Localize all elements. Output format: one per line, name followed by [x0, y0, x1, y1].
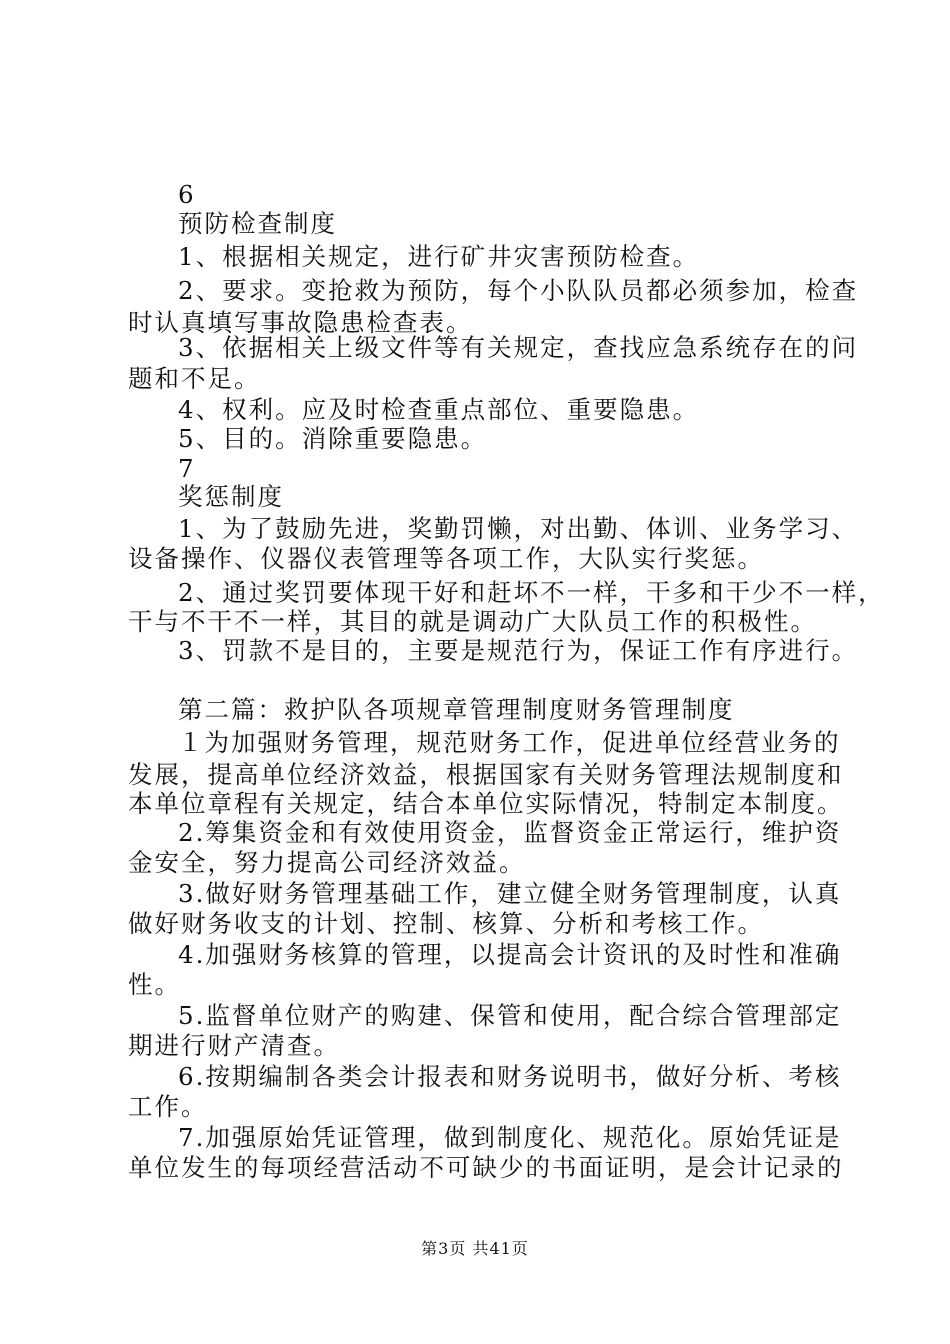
paragraph-line: 单位发生的每项经营活动不可缺少的书面证明，是会计记录的 [128, 1153, 844, 1182]
paragraph-line: 5、目的。消除重要隐患。 [178, 424, 488, 453]
part-title: 第二篇：救护队各项规章管理制度财务管理制度 [178, 695, 735, 724]
paragraph-line: 性。 [128, 970, 181, 999]
section-number: 6 [178, 180, 196, 209]
paragraph-line: 3、罚款不是目的，主要是规范行为，保证工作有序进行。 [178, 636, 859, 665]
paragraph-line: 4、权利。应及时检查重点部位、重要隐患。 [178, 395, 700, 424]
section-title: 奖惩制度 [178, 482, 284, 511]
paragraph-line: 设备操作、仪器仪表管理等各项工作，大队实行奖惩。 [128, 544, 764, 573]
paragraph-line: 干与不干不一样，其目的就是调动广大队员工作的积极性。 [128, 607, 817, 636]
section-number: 7 [178, 454, 196, 483]
paragraph-line: 2.筹集资金和有效使用资金，监督资金正常运行，维护资 [178, 818, 842, 847]
paragraph-line: 1、为了鼓励先进，奖勤罚懒，对出勤、体训、业务学习、 [178, 514, 859, 543]
paragraph-line: 题和不足。 [128, 364, 261, 393]
paragraph-line: 工作。 [128, 1092, 208, 1121]
paragraph-line: 做好财务收支的计划、控制、核算、分析和考核工作。 [128, 909, 764, 938]
paragraph-line: 1、根据相关规定，进行矿井灾害预防检查。 [178, 242, 700, 271]
paragraph-line: 4.加强财务核算的管理，以提高会计资讯的及时性和准确 [178, 940, 842, 969]
paragraph-line: 2、要求。变抢救为预防，每个小队队员都必须参加，检查 [178, 276, 859, 305]
page-footer: 第3页 共41页 [421, 1239, 529, 1258]
paragraph-line: 5.监督单位财产的购建、保管和使用，配合综合管理部定 [178, 1001, 842, 1030]
paragraph-line: 金安全，努力提高公司经济效益。 [128, 848, 526, 877]
paragraph-line: 期进行财产清查。 [128, 1031, 340, 1060]
paragraph-line: １为加强财务管理，规范财务工作，促进单位经营业务的 [178, 728, 841, 757]
paragraph-line: 7.加强原始凭证管理，做到制度化、规范化。原始凭证是 [178, 1123, 842, 1152]
paragraph-line: 本单位章程有关规定，结合本单位实际情况，特制定本制度。 [128, 789, 844, 818]
paragraph-line: 3、依据相关上级文件等有关规定，查找应急系统存在的问 [178, 333, 859, 362]
section-title: 预防检查制度 [178, 209, 337, 238]
paragraph-line: 6.按期编制各类会计报表和财务说明书，做好分析、考核 [178, 1062, 842, 1091]
paragraph-line: 2、通过奖罚要体现干好和赶坏不一样，干多和干少不一样， [178, 578, 885, 607]
paragraph-line: 3.做好财务管理基础工作，建立健全财务管理制度，认真 [178, 879, 842, 908]
paragraph-line: 发展，提高单位经济效益，根据国家有关财务管理法规制度和 [128, 760, 844, 789]
paragraph-line: 时认真填写事故隐患检查表。 [128, 308, 473, 337]
